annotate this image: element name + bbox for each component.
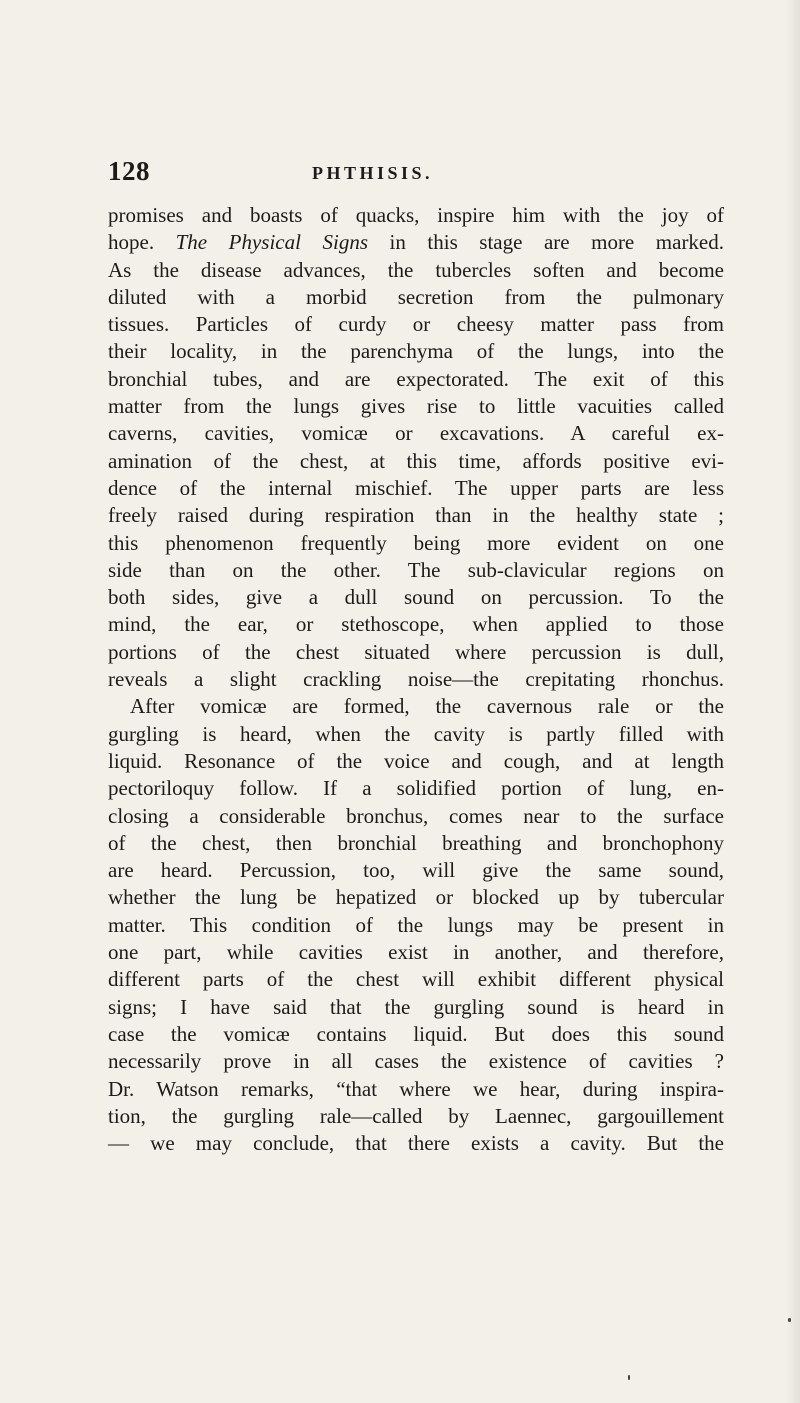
text-line: After vomicæ are formed, the cavernous rale or the bbox=[130, 694, 724, 719]
italic-heading: The Physical Signs bbox=[175, 230, 368, 255]
text-line: tion, the gurgling rale—called by Laennec, gargouillement bbox=[108, 1103, 724, 1128]
text-line: reveals a slight crackling noise—the crepitating rhonchus. bbox=[108, 667, 724, 692]
text-line: mind, the ear, or stethoscope, when applied to those bbox=[108, 612, 724, 637]
text-line: their locality, in the parenchyma of the lungs, into the bbox=[108, 339, 724, 364]
text-line: of the chest, then bronchial breathing and bronchophony bbox=[108, 830, 724, 855]
text-line: this phenomenon frequently being more evident on one bbox=[108, 530, 724, 555]
text-line: whether the lung be hepatized or blocked up by tubercular bbox=[108, 885, 724, 910]
text-line: gurgling is heard, when the cavity is partly filled with bbox=[108, 721, 724, 746]
text-line: case the vomicæ contains liquid. But does this sound bbox=[108, 1021, 724, 1046]
running-head: PHTHISIS. bbox=[312, 163, 434, 183]
text-line: promises and boasts of quacks, inspire him with the joy of bbox=[108, 203, 724, 227]
text-line: both sides, give a dull sound on percussion. To the bbox=[108, 585, 724, 610]
text-line: pectoriloquy follow. If a solidified portion of lung, en- bbox=[108, 776, 724, 801]
text-fragment: in this stage are more marked. bbox=[389, 230, 725, 255]
paper-speck bbox=[628, 1375, 630, 1380]
text-line: matter. This condition of the lungs may be present in bbox=[108, 912, 724, 937]
text-line: side than on the other. The sub-clavicular regions on bbox=[108, 557, 724, 582]
page-edge-shadow bbox=[786, 0, 800, 1403]
page-number: 128 bbox=[108, 156, 150, 186]
text-line: liquid. Resonance of the voice and cough, and at length bbox=[108, 748, 724, 773]
text-line: portions of the chest situated where percussion is dull, bbox=[108, 639, 724, 664]
text-line: diluted with a morbid secretion from the pulmonary bbox=[108, 284, 724, 309]
text-line: bronchial tubes, and are expectorated. The exit of this bbox=[108, 366, 724, 391]
text-line: are heard. Percussion, too, will give the same sound, bbox=[108, 858, 724, 883]
text-line bbox=[108, 229, 724, 256]
text-line: freely raised during respiration than in the healthy state ; bbox=[108, 503, 724, 528]
text-line: dence of the internal mischief. The upper parts are less bbox=[108, 475, 724, 500]
text-line: Dr. Watson remarks, “that where we hear, during inspira- bbox=[108, 1076, 724, 1101]
text-line: As the disease advances, the tubercles soften and become bbox=[108, 257, 724, 282]
text-line: caverns, cavities, vomicæ or excavations. A careful ex- bbox=[108, 421, 724, 446]
text-line: necessarily prove in all cases the existence of cavities ? bbox=[108, 1049, 724, 1074]
text-line: signs; I have said that the gurgling sound is heard in bbox=[108, 994, 724, 1019]
page-header bbox=[108, 156, 708, 186]
text-fragment: hope. bbox=[108, 230, 155, 255]
text-line: matter from the lungs gives rise to little vacuities called bbox=[108, 394, 724, 419]
text-line: tissues. Particles of curdy or cheesy matter pass from bbox=[108, 312, 724, 337]
text-line: one part, while cavities exist in another, and therefore, bbox=[108, 940, 724, 965]
body-text bbox=[108, 202, 724, 1157]
paper-speck bbox=[788, 1318, 791, 1322]
text-line: closing a considerable bronchus, comes near to the surface bbox=[108, 803, 724, 828]
text-line: amination of the chest, at this time, affords positive evi- bbox=[108, 448, 724, 473]
text-line: — we may conclude, that there exists a cavity. But the bbox=[108, 1131, 724, 1156]
text-line: different parts of the chest will exhibit different physical bbox=[108, 967, 724, 992]
